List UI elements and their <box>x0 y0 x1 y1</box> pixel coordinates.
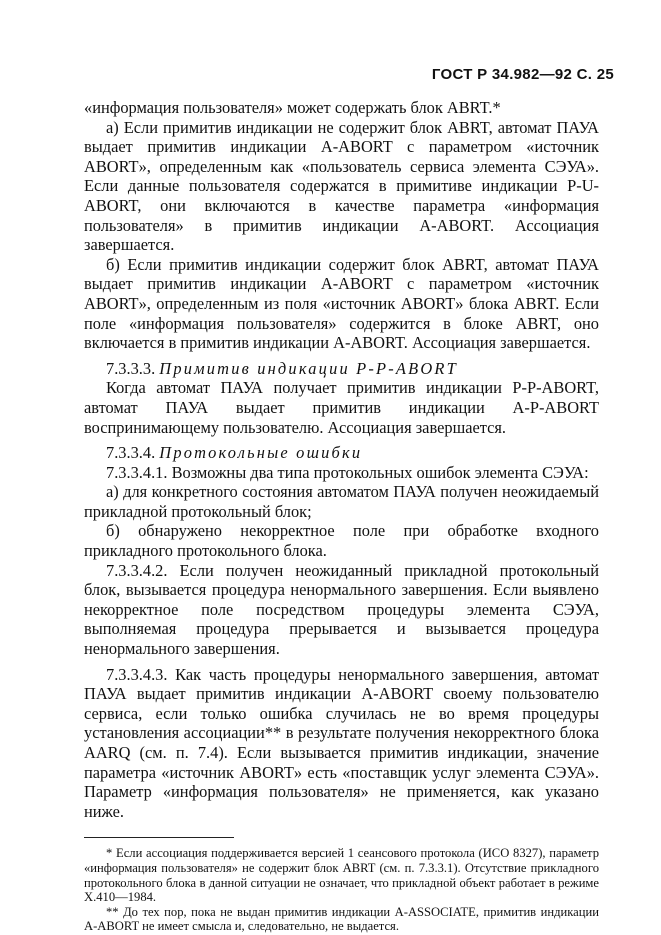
paragraph-p-p-abort: Когда автомат ПАУА получает примитив индикации P-P-ABORT, автомат ПАУА выдает примитив индикации A-P-ABORT воспринимающему пользователю. Ассоциация завершается. <box>84 378 599 437</box>
paragraph-item-b: б) Если примитив индикации содержит блок ABRT, автомат ПАУА выдает примитив индикации A-ABORT с параметром «источник ABORT», определенным из поля «источник ABORT» блока ABRT. Если поле «информация пользователя» содержится в блоке ABRT, оно включается в примитив индикации A-ABORT. Ассоциация завершается. <box>84 254 599 353</box>
paragraph-list-a: а) для конкретного состояния автоматом ПАУА получен неожидаемый прикладной протокольный блок; <box>84 482 599 521</box>
paragraph-continuation: «информация пользователя» может содержать блок ABRT.* <box>84 98 501 117</box>
paragraph-list-b: б) обнаружено некорректное поле при обработке входного прикладного протокольного блока. <box>84 521 599 561</box>
footnote-divider <box>84 837 234 838</box>
document-body <box>84 98 599 821</box>
paragraph-7-3-3-4-1: 7.3.3.4.1. Возможны два типа протокольных ошибок элемента СЭУА: <box>106 462 589 482</box>
section-heading-7-3-3-4 <box>84 443 599 463</box>
section-heading-7-3-3-3 <box>84 359 599 379</box>
footnotes <box>84 846 599 934</box>
paragraph-7-3-3-4-2: 7.3.3.4.2. Если получен неожиданный прикладной протокольный блок, вызывается процедура ненормального завершения. Если выявлено некорректное поле посредством процедуры элемента СЭУА, выполняемая процедура прерывается и вызывается процедура ненормального завершения. <box>84 560 599 659</box>
section-title: Протокольные ошибки <box>159 443 363 463</box>
paragraph-item-a: а) Если примитив индикации не содержит блок ABRT, автомат ПАУА выдает примитив индикации A-ABORT с параметром «источник ABORT», определенным как «пользователь сервиса элемента СЭУА». Если данные пользователя содержатся в примитиве индикации P-U-ABORT, они включаются в качестве параметра «информация пользователя» в примитив индикации A-ABORT. Ассоциация завершается. <box>84 117 599 255</box>
page-header: ГОСТ Р 34.982—92 С. 25 <box>431 66 614 83</box>
paragraph-7-3-3-4-3: 7.3.3.4.3. Как часть процедуры ненормального завершения, автомат ПАУА выдает примитив индикации A-ABORT своему пользователю сервиса, если только ошибка случилась не во время процедуры установления ассоциации** в результате получения некорректного блока AARQ (см. п. 7.4). Если вызывается примитив индикации, значение параметра «источник ABORT» есть «поставщик услуг элемента СЭУА». Параметр «информация пользователя» не применяется, как указано ниже. <box>84 664 599 821</box>
section-number: 7.3.3.4. <box>106 443 156 463</box>
footnote-2: ** До тех пор, пока не выдан примитив индикации A-ASSOCIATE, примитив индикации A-ABORT не имеет смысла и, следовательно, не выдается. <box>84 904 599 934</box>
section-title: Примитив индикации P-P-ABORT <box>159 358 458 378</box>
section-number: 7.3.3.3. <box>106 358 156 378</box>
footnote-1: * Если ассоциация поддерживается версией 1 сеансового протокола (ИСО 8327), параметр «информация пользователя» не содержит блок ABRT (см. п. 7.3.3.1). Отсутствие прикладного протокольного блока в данной ситуации не означает, что прикладной объект работает в режиме X.410—1984. <box>84 846 599 905</box>
